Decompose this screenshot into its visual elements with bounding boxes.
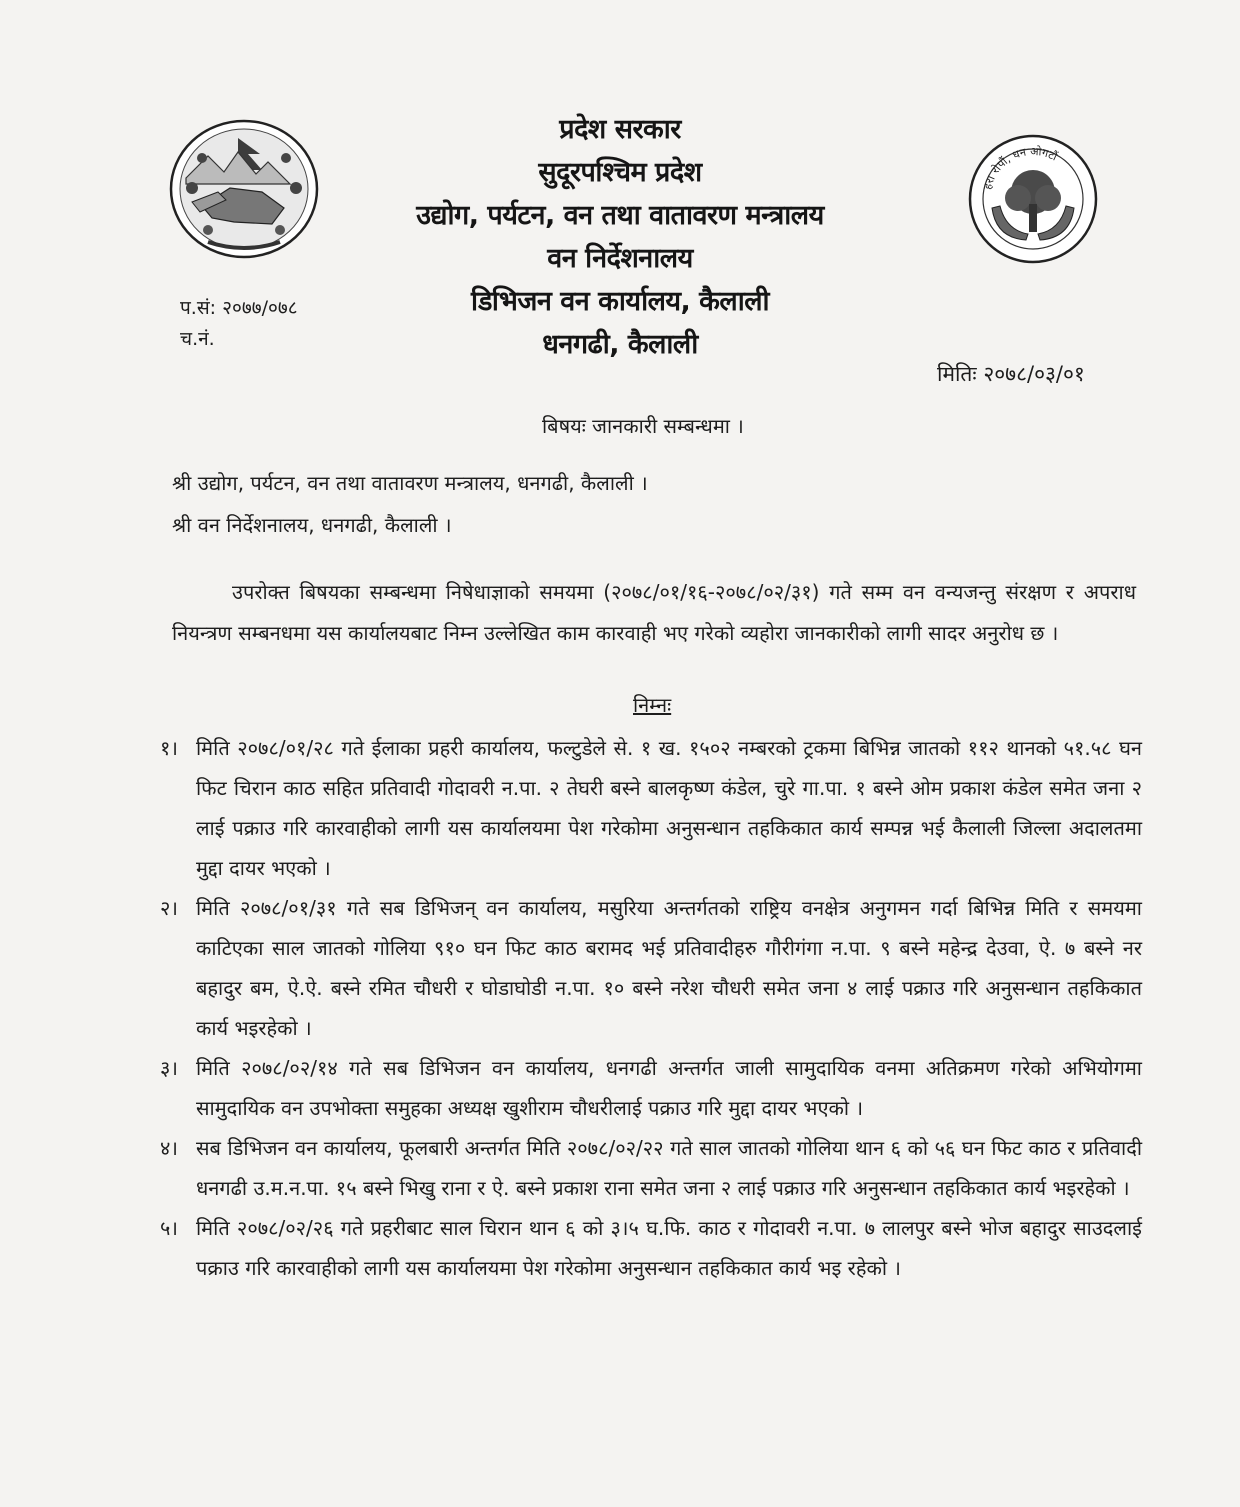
letter-date: मितिः २०७८/०३/०१: [937, 362, 1085, 386]
list-item-number: ३।: [160, 1056, 178, 1080]
letterhead-line-location: धनगढी, कैलाली: [542, 329, 698, 360]
letterhead-line-province: सुदूरपश्चिम प्रदेश: [538, 157, 702, 188]
list-item-text: मिति २०७८/०१/३१ गते सब डिभिजन् वन कार्यालय, मसुरिया अन्तर्गतको राष्ट्रिय वनक्षेत्र अनुगमन गर्दा बिभिन्न मिति र समयमा काटिएका साल जातको गोलिया ९१० घन फिट काठ बरामद भई प्रतिवादीहरु गौरीगंगा न.पा. ९ बस्ने महेन्द्र देउवा, ऐ. ७ बस्ने नर बहादुर बम, ऐ.ऐ. बस्ने रमित चौधरी र घोडाघोडी न.पा. १० बस्ने नरेश चौधरी समेत जना ४ लाई पक्राउ गरि अनुसन्धान तहकिकात कार्य भइरहेको ।: [196, 896, 1142, 1040]
list-item-text: मिति २०७८/०१/२८ गते ईलाका प्रहरी कार्यालय, फल्टुडेले से. १ ख. १५०२ नम्बरको ट्रकमा बिभिन्न जातको ११२ थानको ५१.५८ घन फिट चिरान काठ सहित प्रतिवादी गोदावरी न.पा. २ तेघरी बस्ने बालकृष्ण कंडेल, चुरे गा.पा. १ बस्ने ओम प्रकाश कंडेल समेत जना २ लाई पक्राउ गरि कारवाहीको लागी यस कार्यालयमा पेश गरेकोमा अनुसन्धान तहकिकात कार्य सम्पन्न भई कैलाली जिल्ला अदालतमा मुद्दा दायर भएको ।: [196, 736, 1142, 880]
list-item-text: सब डिभिजन वन कार्यालय, फूलबारी अन्तर्गत मिति २०७८/०२/२२ गते साल जातको गोलिया थान ६ को ५६ घन फिट काठ र प्रतिवादी धनगढी उ.म.न.पा. १५ बस्ने भिखु राना र ऐ. बस्ने प्रकाश राना समेत जना २ लाई पक्राउ गरि अनुसन्धान तहकिकात कार्य भइरहेको ।: [196, 1136, 1142, 1200]
letterhead-line-government: प्रदेश सरकार: [559, 114, 681, 145]
logo-arc-text: हरा रोपौं, धन ओगटौं: [980, 144, 1060, 191]
list-item: [160, 1048, 1142, 1128]
addressee-ministry: श्री उद्योग, पर्यटन, वन तथा वातावरण मन्त्रालय, धनगढी, कैलाली ।: [172, 471, 648, 495]
letterhead-line-ministry: उद्योग, पर्यटन, वन तथा वातावरण मन्त्रालय: [416, 200, 824, 231]
list-heading: निम्नः: [633, 693, 672, 717]
list-item-text: मिति २०७८/०२/१४ गते सब डिभिजन वन कार्यालय, धनगढी अन्तर्गत जाली सामुदायिक वनमा अतिक्रमण गरेको अभियोगमा सामुदायिक वन उपभोक्ता समुहका अध्यक्ष खुशीराम चौधरीलाई पक्राउ गरि मुद्दा दायर भएको ।: [196, 1056, 1142, 1120]
list-item-number: ४।: [160, 1136, 178, 1160]
list-item: [160, 888, 1142, 1048]
letterhead-line-directorate: वन निर्देशनालय: [547, 243, 693, 274]
dispatch-number: च.नं.: [180, 328, 215, 350]
list-item-text: मिति २०७८/०२/२६ गते प्रहरीबाट साल चिरान थान ६ को ३।५ घ.फि. काठ र गोदावरी न.पा. ७ लालपुर बस्ने भोज बहादुर साउदलाई पक्राउ गरि कारवाहीको लागी यस कार्यालयमा पेश गरेकोमा अनुसन्धान तहकिकात कार्य भइ रहेको ।: [196, 1216, 1142, 1280]
list-item-number: १।: [160, 736, 178, 760]
letterhead: [340, 108, 900, 366]
body-paragraph: उपरोक्त बिषयका सम्बन्धमा निषेधाज्ञाको समयमा (२०७८/०१/१६-२०७८/०२/३१) गते सम्म वन वन्यजन्तु संरक्षण र अपराध नियन्त्रण सम्बनधमा यस कार्यालयबाट निम्न उल्लेखित काम कारवाही भए गरेको व्यहोरा जानकारीको लागी सादर अनुरोध छ ।: [172, 580, 1136, 645]
list-item-number: २।: [160, 896, 178, 920]
forest-department-logo-icon: [966, 134, 1100, 264]
list-item: [160, 1208, 1142, 1288]
letter-reference-number: प.सं: २०७७/०७८: [180, 297, 298, 319]
action-list: [160, 728, 1142, 1288]
letter-subject: बिषयः जानकारी सम्बन्धमा ।: [542, 414, 744, 438]
list-item: [160, 728, 1142, 888]
list-item-number: ५।: [160, 1216, 178, 1240]
government-emblem-icon: [168, 118, 320, 260]
list-item: [160, 1128, 1142, 1208]
addressee-directorate: श्री वन निर्देशनालय, धनगढी, कैलाली ।: [172, 513, 452, 537]
reference-block: [180, 293, 298, 355]
letterhead-line-office: डिभिजन वन कार्यालय, कैलाली: [470, 286, 770, 317]
